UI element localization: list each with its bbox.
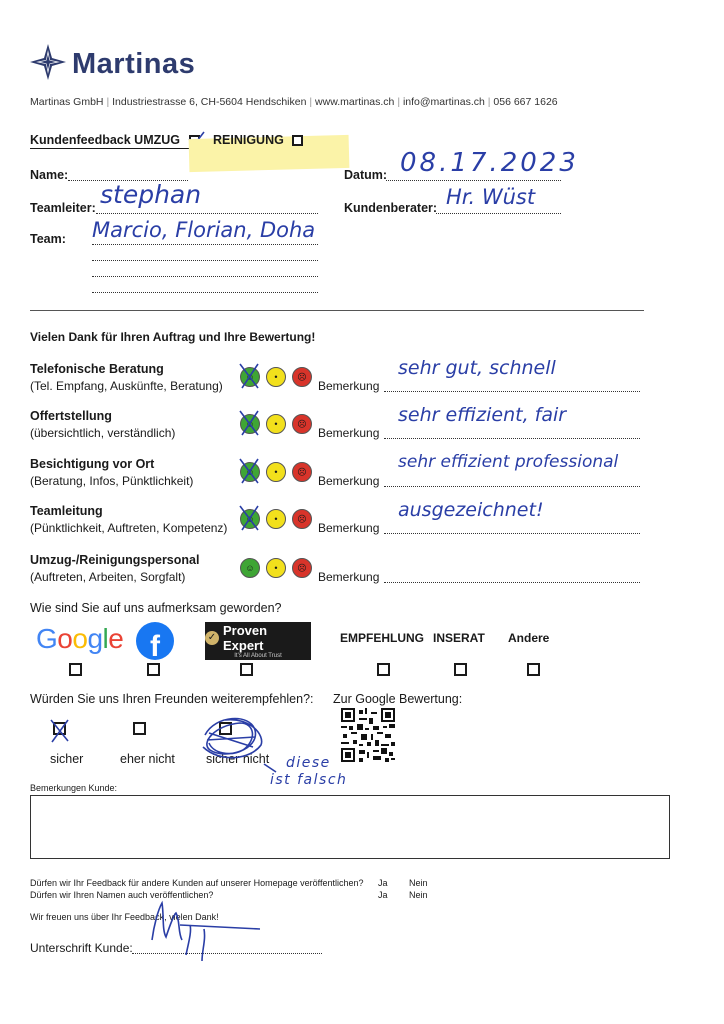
remark-label: Bemerkung <box>318 521 380 535</box>
section-divider <box>30 310 644 311</box>
company-street: Industriestrasse 6, CH-5604 Hendschiken <box>112 96 307 108</box>
publish-q1-nein[interactable]: Nein <box>409 878 428 888</box>
source-andere-label: Andere <box>508 631 550 645</box>
rating-bad-button[interactable]: ☹ <box>292 509 312 529</box>
rating-selected-mark <box>236 502 264 534</box>
rating-bad-button[interactable]: ☹ <box>292 462 312 482</box>
sicher-nicht-scribble-mark <box>195 705 270 770</box>
source-google-checkbox[interactable] <box>69 663 82 676</box>
criterion-title: Offertstellung <box>30 409 112 423</box>
remark-label: Bemerkung <box>318 379 380 393</box>
criterion-subtitle: (Pünktlichkeit, Auftreten, Kompetenz) <box>30 521 228 535</box>
source-question: Wie sind Sie auf uns aufmerksam geworden? <box>30 601 282 615</box>
name-label: Name: <box>30 168 69 182</box>
qr-code-icon[interactable] <box>341 708 395 762</box>
check-badge-icon: ✓ <box>205 631 219 645</box>
criterion-subtitle: (Auftreten, Arbeiten, Sorgfalt) <box>30 570 186 584</box>
rating-good-button[interactable]: ☺ <box>240 462 260 482</box>
kundenberater-label: Kundenberater: <box>344 201 438 215</box>
criterion-subtitle: (Tel. Empfang, Auskünfte, Beratung) <box>30 379 223 393</box>
company-website: www.martinas.ch <box>315 96 395 108</box>
handwritten-note-line2: ist falsch <box>270 772 348 788</box>
recommend-sicher-cross-mark <box>48 717 72 745</box>
remark-value: ausgezeichnet! <box>398 499 544 521</box>
recommend-eher-nicht-checkbox[interactable] <box>133 722 146 735</box>
team-field-line-4[interactable] <box>92 292 318 293</box>
remark-label: Bemerkung <box>318 426 380 440</box>
publish-q2-ja[interactable]: Ja <box>378 890 388 900</box>
comments-textarea[interactable] <box>30 795 670 859</box>
remark-field[interactable] <box>384 533 640 534</box>
team-field-line-2[interactable] <box>92 260 318 261</box>
rating-selected-mark <box>236 455 264 487</box>
recommend-sicher-nicht-label: sicher nicht <box>206 752 270 766</box>
team-field-line-1[interactable] <box>92 244 318 245</box>
closing-text: Wir freuen uns über Ihr Feedback, vielen Dank! <box>30 912 219 922</box>
team-field-line-3[interactable] <box>92 276 318 277</box>
customer-signature <box>140 895 270 965</box>
datum-field[interactable] <box>386 180 561 181</box>
criterion-subtitle: (übersichtlich, verständlich) <box>30 426 176 440</box>
google-logo: Google <box>36 623 124 654</box>
kundenberater-field[interactable] <box>436 213 561 214</box>
criterion-title: Besichtigung vor Ort <box>30 457 155 471</box>
rating-neutral-button[interactable]: • <box>266 509 286 529</box>
rating-bad-button[interactable]: ☹ <box>292 558 312 578</box>
rating-neutral-button[interactable]: • <box>266 414 286 434</box>
datum-label: Datum: <box>344 168 388 182</box>
remark-label: Bemerkung <box>318 474 380 488</box>
title-underline <box>30 148 190 149</box>
remark-field[interactable] <box>384 582 640 583</box>
source-inserat-checkbox[interactable] <box>454 663 467 676</box>
reinigung-label: REINIGUNG <box>213 133 284 147</box>
publish-q2-nein[interactable]: Nein <box>409 890 428 900</box>
martinas-logo-icon <box>30 44 66 80</box>
rating-good-button[interactable]: ☺ <box>240 367 260 387</box>
remark-value: sehr effizient professional <box>398 452 619 472</box>
source-facebook-checkbox[interactable] <box>147 663 160 676</box>
recommend-question: Würden Sie uns Ihren Freunden weiterempfehlen?: <box>30 692 314 706</box>
rating-selected-mark <box>236 407 264 439</box>
publish-question-1: Dürfen wir Ihr Feedback für andere Kunden auf unserer Homepage veröffentlichen? <box>30 878 364 888</box>
teamleiter-field[interactable] <box>96 213 318 214</box>
source-provenexpert-checkbox[interactable] <box>240 663 253 676</box>
teamleiter-value: stephan <box>100 180 202 209</box>
company-name: Martinas GmbH <box>30 96 104 108</box>
signature-label: Unterschrift Kunde: <box>30 941 133 955</box>
google-review-label: Zur Google Bewertung: <box>333 692 463 706</box>
company-email: info@martinas.ch <box>402 96 485 108</box>
thanks-text: Vielen Dank für Ihren Auftrag und Ihre Bewertung! <box>30 330 316 344</box>
source-inserat-label: INSERAT <box>433 631 485 645</box>
remark-field[interactable] <box>384 391 640 392</box>
form-title: Kundenfeedback UMZUG <box>30 133 181 147</box>
remark-label: Bemerkung <box>318 570 380 584</box>
team-value: Marcio, Florian, Doha <box>92 218 316 242</box>
criterion-title: Teamleitung <box>30 504 103 518</box>
recommend-sicher-label: sicher <box>50 752 84 766</box>
handwritten-note-line1: diese <box>286 755 331 771</box>
source-empfehlung-checkbox[interactable] <box>377 663 390 676</box>
teamleiter-label: Teamleiter: <box>30 201 96 215</box>
publish-question-2: Dürfen wir Ihren Namen auch veröffentlichen? <box>30 890 214 900</box>
remark-field[interactable] <box>384 486 640 487</box>
rating-neutral-button[interactable]: • <box>266 367 286 387</box>
reinigung-checkbox[interactable] <box>292 135 303 146</box>
rating-good-button[interactable]: ☺ <box>240 509 260 529</box>
rating-neutral-button[interactable]: • <box>266 462 286 482</box>
remark-value: sehr gut, schnell <box>398 357 556 379</box>
remark-field[interactable] <box>384 438 640 439</box>
rating-bad-button[interactable]: ☹ <box>292 367 312 387</box>
source-empfehlung-label: EMPFEHLUNG <box>340 631 424 645</box>
criterion-subtitle: (Beratung, Infos, Pünktlichkeit) <box>30 474 194 488</box>
comments-label: Bemerkungen Kunde: <box>30 783 118 793</box>
facebook-icon: f <box>136 622 174 660</box>
criterion-title: Umzug-/Reinigungspersonal <box>30 553 200 567</box>
team-label: Team: <box>30 232 66 246</box>
rating-selected-mark <box>236 360 264 392</box>
brand-name: Martinas <box>72 48 196 80</box>
recommend-eher-nicht-label: eher nicht <box>120 752 175 766</box>
rating-good-button[interactable]: ☺ <box>240 558 260 578</box>
rating-bad-button[interactable]: ☹ <box>292 414 312 434</box>
rating-good-button[interactable]: ☺ <box>240 414 260 434</box>
criterion-title: Telefonische Beratung <box>30 362 164 376</box>
source-andere-checkbox[interactable] <box>527 663 540 676</box>
kundenberater-value: Hr. Wüst <box>446 185 536 209</box>
datum-value: 08.17.2023 <box>400 148 579 178</box>
publish-q1-ja[interactable]: Ja <box>378 878 388 888</box>
rating-neutral-button[interactable]: • <box>266 558 286 578</box>
proven-expert-logo: ✓ Proven Expert It's All About Trust <box>205 622 311 660</box>
company-phone: 056 667 1626 <box>493 96 558 108</box>
company-address: Martinas GmbH | Industriestrasse 6, CH-5604 Hendschiken | www.martinas.ch | info@martinas.ch | 056 667 1626 <box>30 96 558 108</box>
remark-value: sehr effizient, fair <box>398 404 567 426</box>
